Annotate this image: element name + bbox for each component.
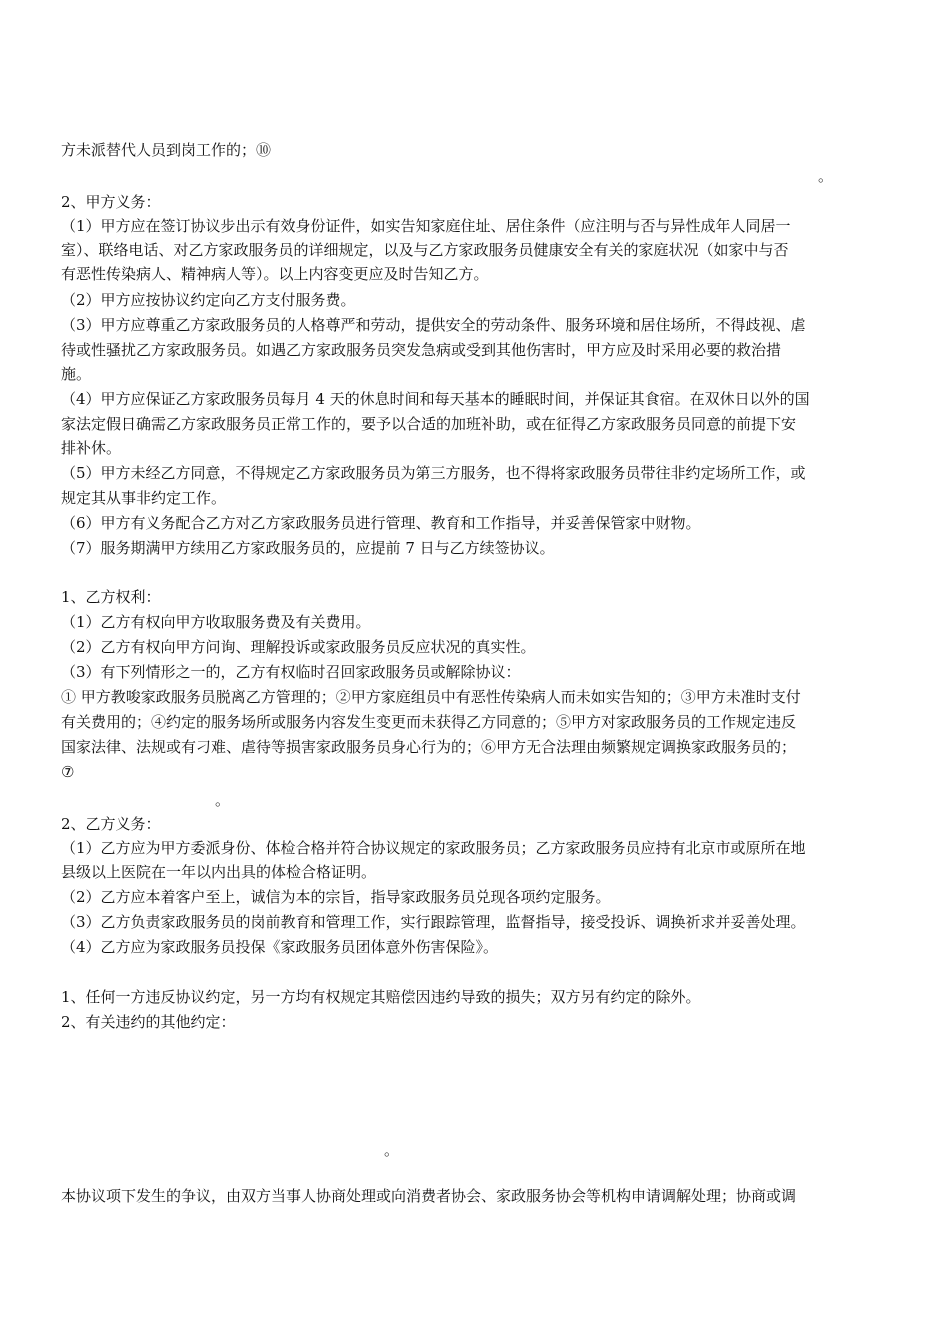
yi-duty-4: （4）乙方应为家政服务员投保《家政服务员团体意外伤害保险》。 [61,938,499,956]
yi-duties-heading: 2、乙方义务： [61,815,161,833]
jia-duty-4-line-3: 排补休。 [61,439,122,457]
jia-duty-3-line-1: （3）甲方应尊重乙方家政服务员的人格尊严和劳动，提供安全的劳动条件、服务环境和居住场所，不得歧视、虐 [61,316,806,334]
jia-duty-6: （6）甲方有义务配合乙方对乙方家政服务员进行管理、教育和工作指导，并妥善保管家中财物。 [61,514,701,532]
jia-duty-3-line-2: 待或性骚扰乙方家政服务员。如遇乙方家政服务员突发急病或受到其他伤害时，甲方应及时采用必要的救治措 [61,341,782,359]
jia-duty-1-line-1: （1）甲方应在签订协议步出示有效身份证件，如实告知家庭住址、居住条件（应注明与否与异性成年人同居一 [61,217,791,235]
jia-duty-4-line-2: 家法定假日确需乙方家政服务员正常工作的，要予以合适的加班补助，或在征得乙方家政服务员同意的前提下安 [61,415,797,433]
yi-right-1: （1）乙方有权向甲方收取服务费及有关费用。 [61,613,371,631]
recall-cases-end-mark: 。 [215,791,231,809]
yi-right-2: （2）乙方有权向甲方问询、理解投诉或家政服务员反应状况的真实性。 [61,638,536,656]
yi-duty-3: （3）乙方负责家政服务员的岗前教育和管理工作，实行跟踪管理，监督指导，接受投诉、调换祈求并妥善处理。 [61,913,806,931]
jia-duties-heading: 2、甲方义务： [61,193,161,211]
jia-duty-5-line-2: 规定其从事非约定工作。 [61,489,227,507]
article-8-end-mark: 。 [384,1141,400,1159]
jia-duty-2: （2）甲方应按协议约定向乙方支付服务费。 [61,291,356,309]
jia-duty-5-line-1: （5）甲方未经乙方同意，不得规定乙方家政服务员为第三方服务，也不得将家政服务员带往非约定场所工作，或 [61,464,806,482]
article-8-item-1: 1、任何一方违反协议约定，另一方均有权规定其赔偿因违约导致的损失；双方另有约定的除外。 [61,988,701,1006]
yi-rights-heading: 1、乙方权利： [61,588,161,606]
recall-case-line-4: ⑦ [61,763,75,781]
yi-duty-1-line-1: （1）乙方应为甲方委派身份、体检合格并符合协议规定的家政服务员；乙方家政服务员应持有北京市或原所在地 [61,839,806,857]
fragment-end-mark: 。 [818,167,834,185]
recall-case-line-2: 有关费用的；④约定的服务场所或服务内容发生变更而未获得乙方同意的；⑤甲方对家政服务员的工作规定违反 [61,713,797,731]
article-9-line-1: 本协议项下发生的争议，由双方当事人协商处理或向消费者协会、家政服务协会等机构申请调解处理；协商或调 [61,1187,797,1205]
jia-duty-7: （7）服务期满甲方续用乙方家政服务员的，应提前 7 日与乙方续签协议。 [61,539,555,557]
fragment-line-2: 方未派替代人员到岗工作的；⑩ [61,141,272,159]
jia-duty-1-line-3: 有恶性传染病人、精神病人等）。以上内容变更应及时告知乙方。 [61,265,489,283]
jia-duty-4-line-1: （4）甲方应保证乙方家政服务员每月 4 天的休息时间和每天基本的睡眠时间，并保证其食宿。在双休日以外的国 [61,390,810,408]
jia-duty-3-line-3: 施。 [61,365,92,383]
jia-duty-1-line-2: 室）、联络电话、对乙方家政服务员的详细规定，以及与乙方家政服务员健康安全有关的家庭状况（如家中与否 [61,241,789,259]
yi-duty-1-line-2: 县级以上医院在一年以内出具的体检合格证明。 [61,863,377,881]
article-8-item-2: 2、有关违约的其他约定： [61,1013,236,1031]
yi-right-3: （3）有下列情形之一的，乙方有权临时召回家政服务员或解除协议： [61,663,521,681]
recall-case-line-3: 国家法律、法规或有刁难、虐待等损害家政服务员身心行为的；⑥甲方无合法理由频繁规定调换家政服务员的； [61,738,797,756]
yi-duty-2: （2）乙方应本着客户至上，诚信为本的宗旨，指导家政服务员兑现各项约定服务。 [61,888,611,906]
recall-case-line-1: ① 甲方教唆家政服务员脱离乙方管理的；②甲方家庭组员中有恶性传染病人而未如实告知的；③甲方未准时支付 [61,688,801,706]
